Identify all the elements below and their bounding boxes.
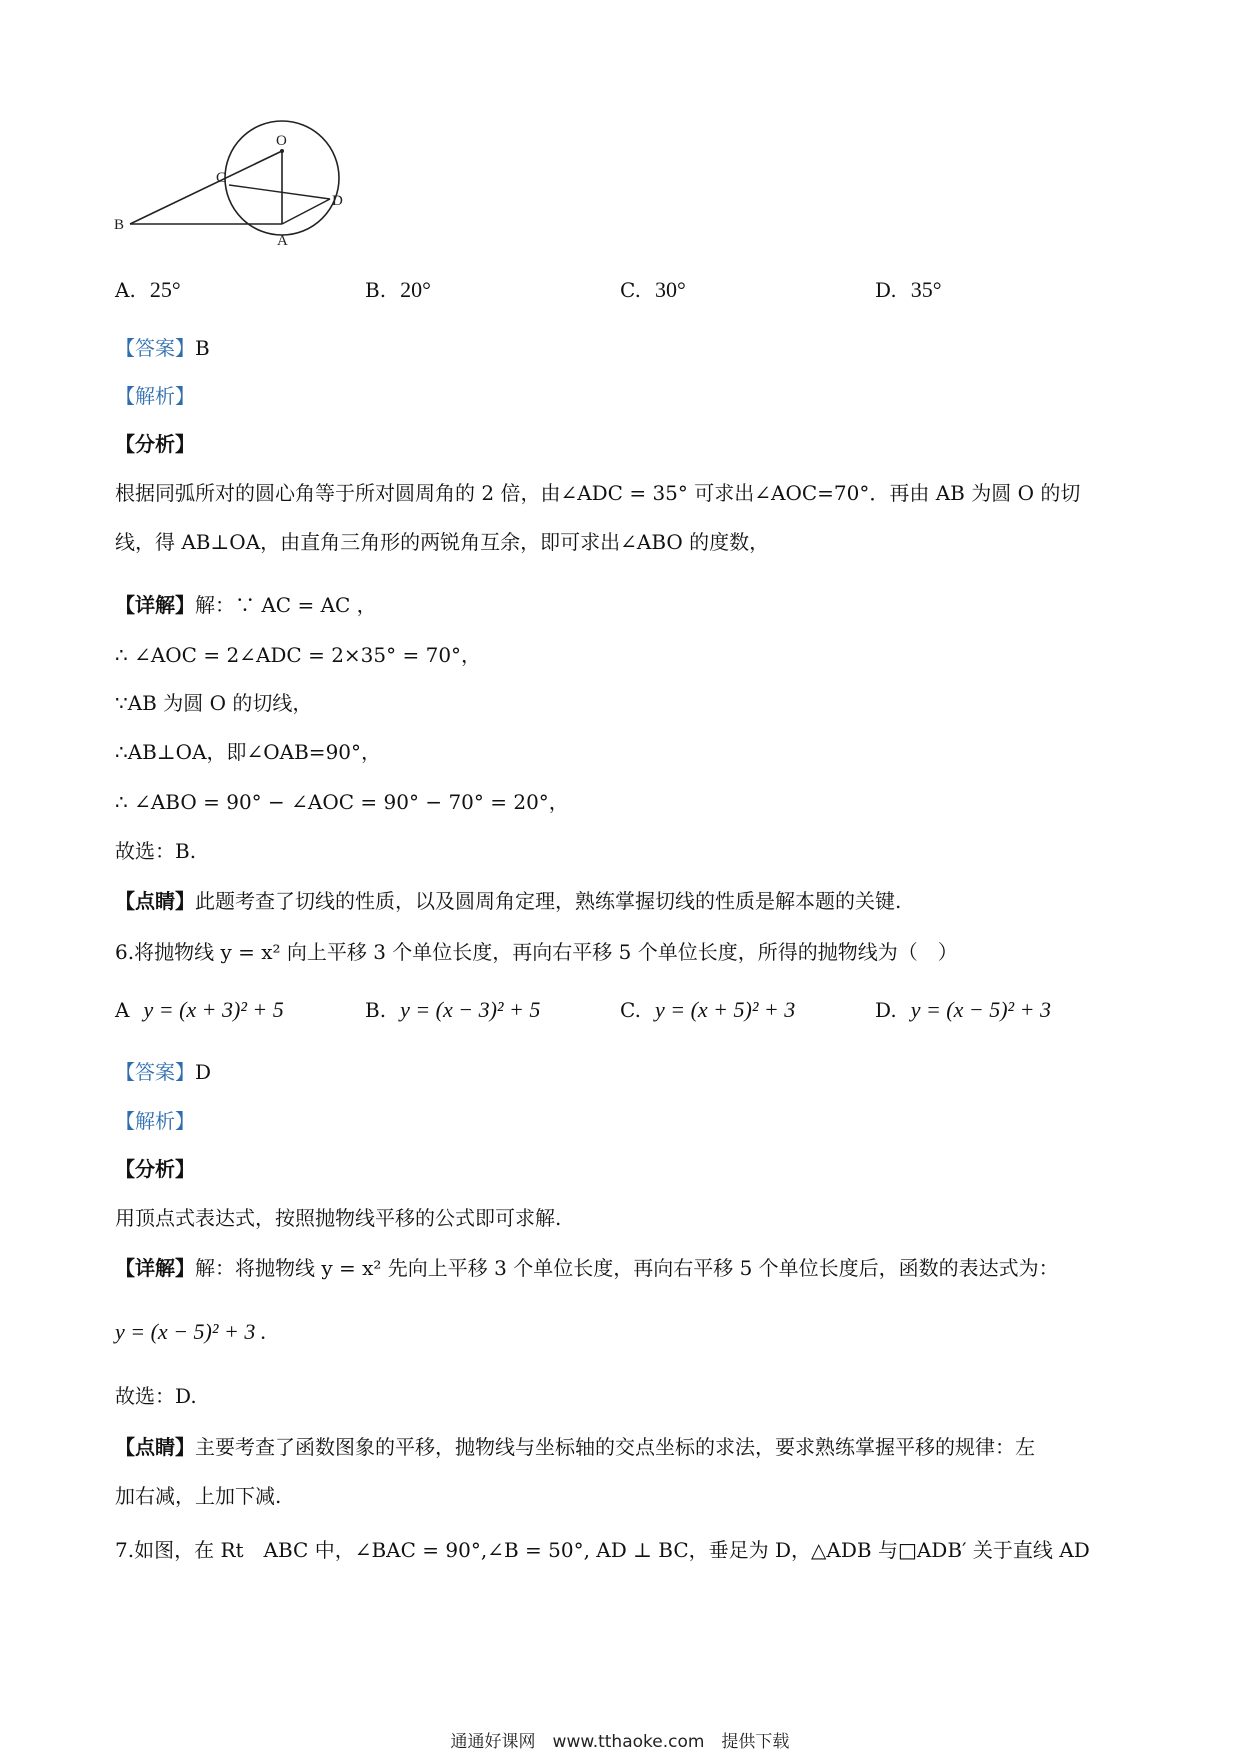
q5-dianjing: 【点睛】此题考查了切线的性质，以及圆周角定理，熟练掌握切线的性质是解本题的关键. (115, 889, 902, 913)
q6-option-d: D. y = (x − 5)² + 3 (875, 997, 1052, 1022)
q6-stem: 6.将抛物线 y = x² 向上平移 3 个单位长度，再向右平移 5 个单位长度，所得的抛物线为（ ） (115, 940, 958, 964)
q7-stem: 7.如图，在 Rt ABC 中，∠BAC = 90°,∠B = 50°, AD ⊥ BC，垂足为 D，△ADB 与□ADB′ 关于直线 AD (115, 1538, 1090, 1562)
q6-fenxi: 用顶点式表达式，按照抛物线平移的公式即可求解. (115, 1206, 562, 1230)
q6-option-b: B. y = (x − 3)² + 5 (365, 997, 541, 1022)
q5-fenxi-line2: 线，得 AB⊥OA，由直角三角形的两锐角互余，即可求出∠ABO 的度数， (115, 530, 770, 554)
q5-answer: 【答案】B (115, 336, 210, 360)
q6-jiexi: 【解析】 (115, 1109, 195, 1133)
q6-xiangjie-line1: 【详解】解：将抛物线 y = x² 先向上平移 3 个单位长度，再向右平移 5 个单位长度后，函数的表达式为： (115, 1256, 1059, 1280)
q6-xiangjie-line2: y = (x − 5)² + 3 . (115, 1319, 267, 1344)
q6-choose: 故选：D. (115, 1384, 197, 1408)
label-d: D (332, 193, 343, 209)
q5-option-b: B. 20° (365, 277, 431, 302)
q5-xiangjie-line4: ∴AB⊥OA，即∠OAB=90°， (115, 740, 382, 764)
q5-option-c: C. 30° (620, 277, 686, 302)
q5-jiexi: 【解析】 (115, 384, 195, 408)
segment-ad (282, 199, 330, 224)
q5-xiangjie-line1: 【详解】解：∵ AC = AC ， (115, 593, 377, 617)
segment-bo (130, 151, 282, 224)
q6-dianjing-line2: 加右减，上加下减. (115, 1484, 282, 1508)
q5-xiangjie-line3: ∵AB 为圆 O 的切线， (115, 691, 313, 715)
label-a: A (277, 233, 288, 249)
geometry-figure (110, 105, 360, 255)
q5-fenxi-tag: 【分析】 (115, 432, 195, 456)
segment-cd (229, 185, 330, 199)
q5-xiangjie-line2: ∴ ∠AOC = 2∠ADC = 2×35° = 70°， (115, 643, 482, 667)
q6-option-c: C. y = (x + 5)² + 3 (620, 997, 796, 1022)
page-footer: 通通好课网 www.tthaoke.com 提供下载 (450, 1732, 790, 1752)
point-o (280, 149, 284, 153)
q6-option-a: A y = (x + 3)² + 5 (115, 997, 284, 1022)
q6-dianjing-line1: 【点睛】主要考查了函数图象的平移，抛物线与坐标轴的交点坐标的求法，要求熟练掌握平移的规律：左 (115, 1435, 1035, 1459)
q6-fenxi-tag: 【分析】 (115, 1157, 195, 1181)
q5-xiangjie-line5: ∴ ∠ABO = 90° − ∠AOC = 90° − 70° = 20°， (115, 790, 569, 814)
label-c: C (216, 170, 227, 186)
q6-answer: 【答案】D (115, 1060, 212, 1084)
label-b: B (114, 217, 125, 233)
label-o: O (276, 133, 287, 149)
q5-choose: 故选：B. (115, 839, 197, 863)
q5-fenxi-line1: 根据同弧所对的圆心角等于所对圆周角的 2 倍，由∠ADC = 35° 可求出∠AOC=70°．再由 AB 为圆 O 的切 (115, 481, 1081, 505)
q5-option-a: A. 25° (115, 277, 181, 302)
q5-option-d: D. 35° (875, 277, 942, 302)
